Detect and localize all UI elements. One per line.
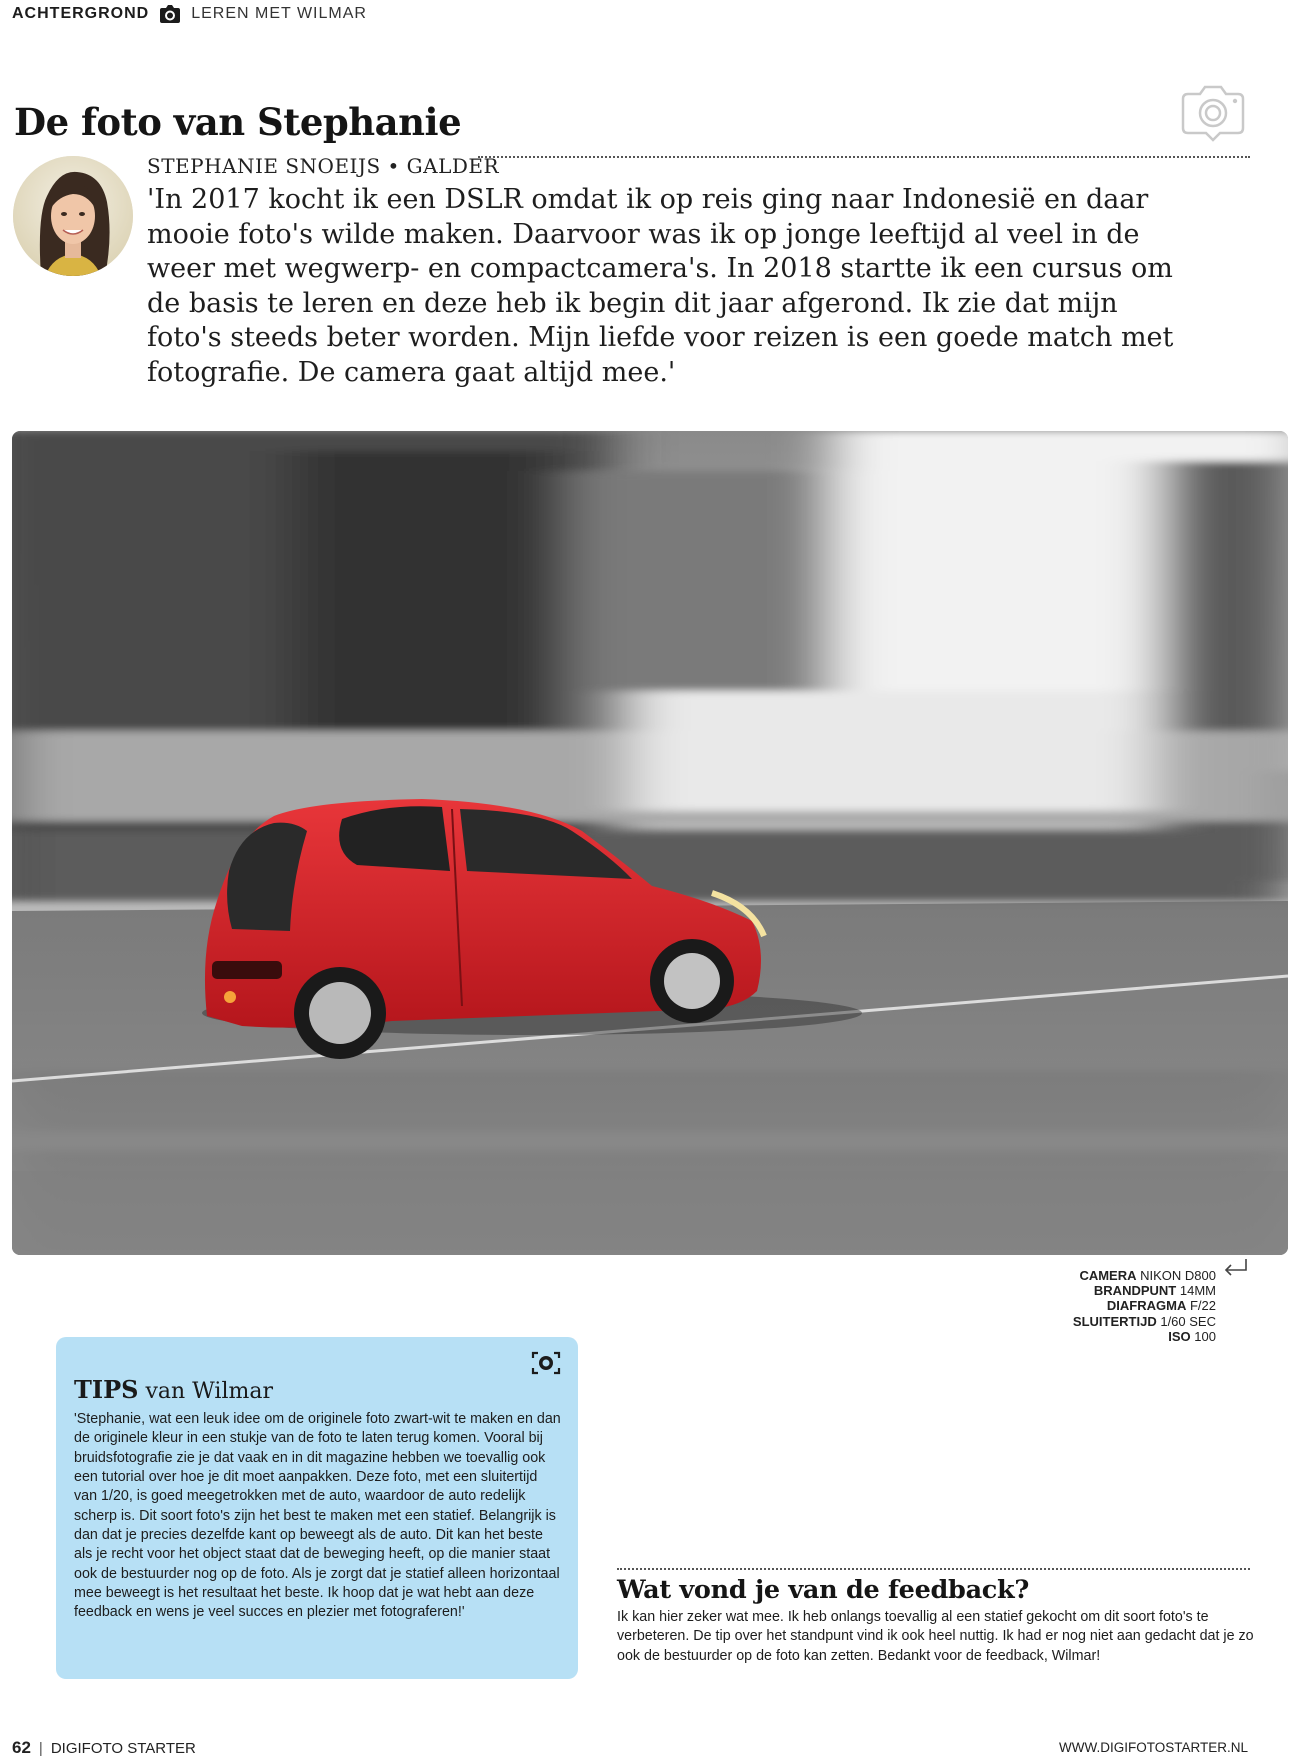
page-number: 62	[12, 1738, 31, 1757]
author-name: STEPHANIE SNOEIJS • GALDER	[147, 154, 500, 178]
tips-body: 'Stephanie, wat een leuk idee om de originele foto zwart-wit te maken en dan de originele kleur in een stukje van de foto te laten terug komen. Vooral bij bruidsfotografie zie je dat vaak en in dit magazine hebben we toevallig ook een tutorial over hoe je dit moet aanpakken. Deze foto, met een sluitertijd van 1/20, is goed meegetrokken met de auto, waardoor de auto redelijk scherp is. Dit soort foto's zijn het best te maken met een statief. Belangrijk is dan dat je precies dezelfde kant op beweegt als de auto. Dit kan het beste als je recht voor het object staat dat de beweging heeft, op die manier staat ook de bestuurder nog op de foto. Als je zorgt dat je statief alleen horizontaal mee beweegt is het resultaat het beste. Ik hoop dat je wat hebt aan deze feedback en wens je veel succes en plezier met fotograferen!'	[74, 1411, 561, 1621]
feedback-divider	[617, 1568, 1250, 1570]
exif-row: ISO 100	[1168, 1328, 1216, 1344]
exif-row: CAMERA NIKON D800	[1079, 1268, 1216, 1283]
section-name: ACHTERGROND	[12, 5, 150, 22]
magazine-name: DIGIFOTO STARTER	[50, 1739, 196, 1757]
exif-row: SLUITERTIJD 1/60 SEC	[1072, 1313, 1216, 1329]
footer-separator: |	[38, 1739, 43, 1757]
focus-camera-icon	[531, 1350, 561, 1376]
title-divider	[478, 156, 1250, 158]
footer-left	[12, 1738, 196, 1758]
avatar	[13, 156, 133, 276]
tips-title: TIPS van Wilmar	[74, 1375, 273, 1404]
camera-outline-icon	[1180, 84, 1246, 142]
exif-row: BRANDPUNT 14MM	[1093, 1283, 1216, 1299]
featured-photo	[12, 431, 1288, 1255]
corner-arrow-icon	[1222, 1258, 1248, 1280]
exif-row: DIAFRAGMA F/22	[1106, 1298, 1216, 1314]
website-link[interactable]: WWW.DIGIFOTOSTARTER.NL	[1059, 1740, 1248, 1755]
exif-block	[1073, 1268, 1216, 1344]
section-header	[12, 4, 367, 24]
article-title: De foto van Stephanie	[14, 100, 462, 144]
feedback-title: Wat vond je van de feedback?	[617, 1575, 1030, 1605]
feedback-body: Ik kan hier zeker wat mee. Ik heb onlangs toevallig al een statief gekocht om dit soort foto's te verbeteren. De tip over het standpunt vind ik ook heel nuttig. Ik had er nog niet aan gedacht dat je zo ook de bestuurder op de foto kan zetten. Bedankt voor de feedback, Wilmar!	[617, 1609, 1254, 1664]
camera-badge-icon	[159, 4, 181, 24]
author-quote: 'In 2017 kocht ik een DSLR omdat ik op reis ging naar Indonesië en daar mooie foto's wilde maken. Daarvoor was ik op jonge leeftijd al veel in de weer met wegwerp- en compactcamera's. In 2018 startte ik een cursus om de basis te leren en deze heb ik begin dit jaar afgerond. Ik zie dat mijn foto's steeds beter worden. Mijn liefde voor reizen is een goede match met fotografie. De camera gaat altijd mee.'	[147, 184, 1174, 388]
tips-box	[56, 1337, 578, 1679]
section-subtitle: LEREN MET WILMAR	[191, 5, 367, 22]
